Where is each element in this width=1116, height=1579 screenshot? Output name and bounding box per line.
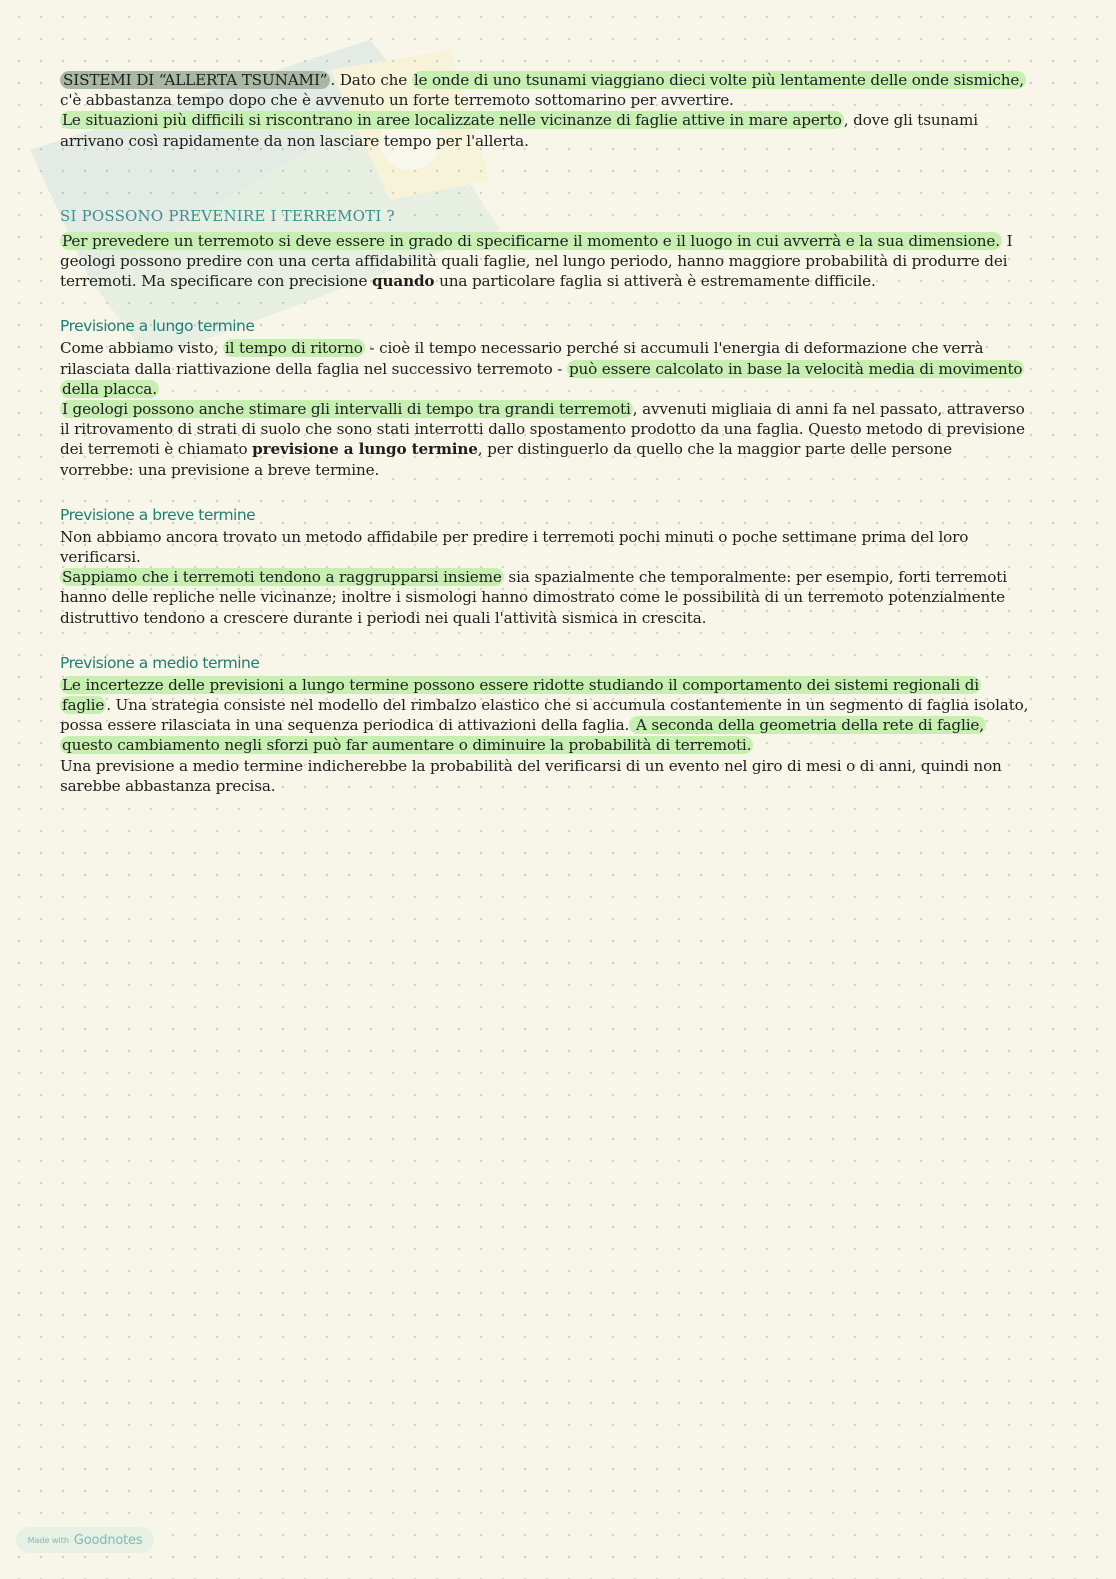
bold-term: previsione a lungo termine <box>252 440 478 459</box>
highlight: Per prevedere un terremoto si deve essere in grado di specificarne il momento e il luogo in cui avverrà e la sua dimensione. <box>62 231 1000 250</box>
highlight: il tempo di ritorno <box>224 339 363 358</box>
tsunami-alert-term: SISTEMI DI “ALLERTA TSUNAMI” <box>60 71 330 89</box>
highlight: Le situazioni più difficili si riscontrano in aree localizzate nelle vicinanze di faglie attive in mare aperto <box>62 111 842 130</box>
long-term-paragraph-2: I geologi possono anche stimare gli intervalli di tempo tra grandi terremoti , avvenuti migliaia di anni fa nel passato, attraverso il ritrovamento di strati di suolo che sono stati interrotti dallo spostamento prodotto da una faglia. Questo metodo di previsione dei terremoti è chiamato previsione a lungo termine, per distinguerlo da quello che la maggior parte delle persone vorrebbe: una previsione a breve termine. <box>60 400 1025 479</box>
highlight: A seconda della geometria della rete di faglie, questo cambiamento negli sforzi può far aumentare o diminuire la probabilità di terremoti. <box>62 716 984 755</box>
medium-term-paragraph-1: Le incertezze delle previsioni a lungo termine possono essere ridotte studiando il comportamento dei sistemi regionali di faglie . Una strategia consiste nel modello del rimbalzo elastico che si accumula costantemente in un segmento di faglia isolato, possa essere rilasciata in una sequenza periodica di attivazioni della faglia. A seconda della geometria della rete di faglie, questo cambiamento negli sforzi può far aumentare o diminuire la probabilità di terremoti. <box>60 675 1029 755</box>
highlight: le onde di uno tsunami viaggiano dieci volte più lentamente delle onde sismiche, <box>413 71 1024 89</box>
short-term-paragraph-2: Sappiamo che i terremoti tendono a raggrupparsi insieme sia spazialmente che temporalmente: per esempio, forti terremoti hanno delle repliche nelle vicinanze; inoltre i sismologi hanno dimostrato come le possibilità di un terremoto potenzialmente distruttivo tendono a crescere durante i periodi nei quali l'attività sismica in crescita. <box>60 568 1007 627</box>
made-with-label: Made with <box>27 1535 69 1545</box>
subheading-long-term: Previsione a lungo termine <box>60 317 255 336</box>
goodnotes-logo-text: Goodnotes <box>73 1532 143 1548</box>
notes-page <box>60 70 1030 796</box>
subheading-medium-term: Previsione a medio termine <box>60 653 260 672</box>
highlight: Sappiamo che i terremoti tendono a raggrupparsi insieme <box>62 568 502 587</box>
highlight: Le incertezze delle previsioni a lungo termine possono essere ridotte studiando il comportamento dei sistemi regionali di faglie <box>62 675 980 715</box>
bold-term: quando <box>372 272 435 291</box>
intro-paragraph-2: Le situazioni più difficili si riscontrano in aree localizzate nelle vicinanze di faglie attive in mare aperto , dove gli tsunami arrivano così rapidamente da non lasciare tempo per l'allerta. <box>60 111 978 150</box>
made-with-goodnotes-badge <box>16 1527 154 1553</box>
short-term-paragraph-1: Non abbiamo ancora trovato un metodo affidabile per predire i terremoti pochi minuti o poche settimane prima del loro verificarsi. <box>60 527 969 567</box>
subheading-short-term: Previsione a breve termine <box>60 505 256 524</box>
highlight: I geologi possono anche stimare gli intervalli di tempo tra grandi terremoti <box>62 400 631 419</box>
highlight: può essere calcolato in base la velocità media di movimento della placca. <box>62 359 1023 398</box>
long-term-paragraph-1: Come abbiamo visto, il tempo di ritorno - cioè il tempo necessario perché si accumuli l'energia di deformazione che verrà rilasciata dalla riattivazione della faglia nel successivo terremoto - può essere calcolato in base la velocità media di movimento della placca. <box>60 339 1023 398</box>
intro-paragraph-1: SISTEMI DI “ALLERTA TSUNAMI” . Dato che le onde di uno tsunami viaggiano dieci volte più lentamente delle onde sismiche, c'è abbastanza tempo dopo che è avvenuto un forte terremoto sottomarino per avvertire. <box>60 71 1024 110</box>
section-heading-prevent: SI POSSONO PREVENIRE I TERREMOTI ? <box>60 206 395 225</box>
prevent-paragraph: Per prevedere un terremoto si deve essere in grado di specificarne il momento e il luogo in cui avverrà e la sua dimensione. I geologi possono predire con una certa affidabilità quali faglie, nel lungo periodo, hanno maggiore probabilità di produrre dei terremoti. Ma specificare con precisione quando una particolare faglia si attiverà è estremamente difficile. <box>60 231 1013 291</box>
medium-term-paragraph-2: Una previsione a medio termine indicherebbe la probabilità del verificarsi di un evento nel giro di mesi o di anni, quindi non sarebbe abbastanza precisa. <box>60 756 1002 795</box>
